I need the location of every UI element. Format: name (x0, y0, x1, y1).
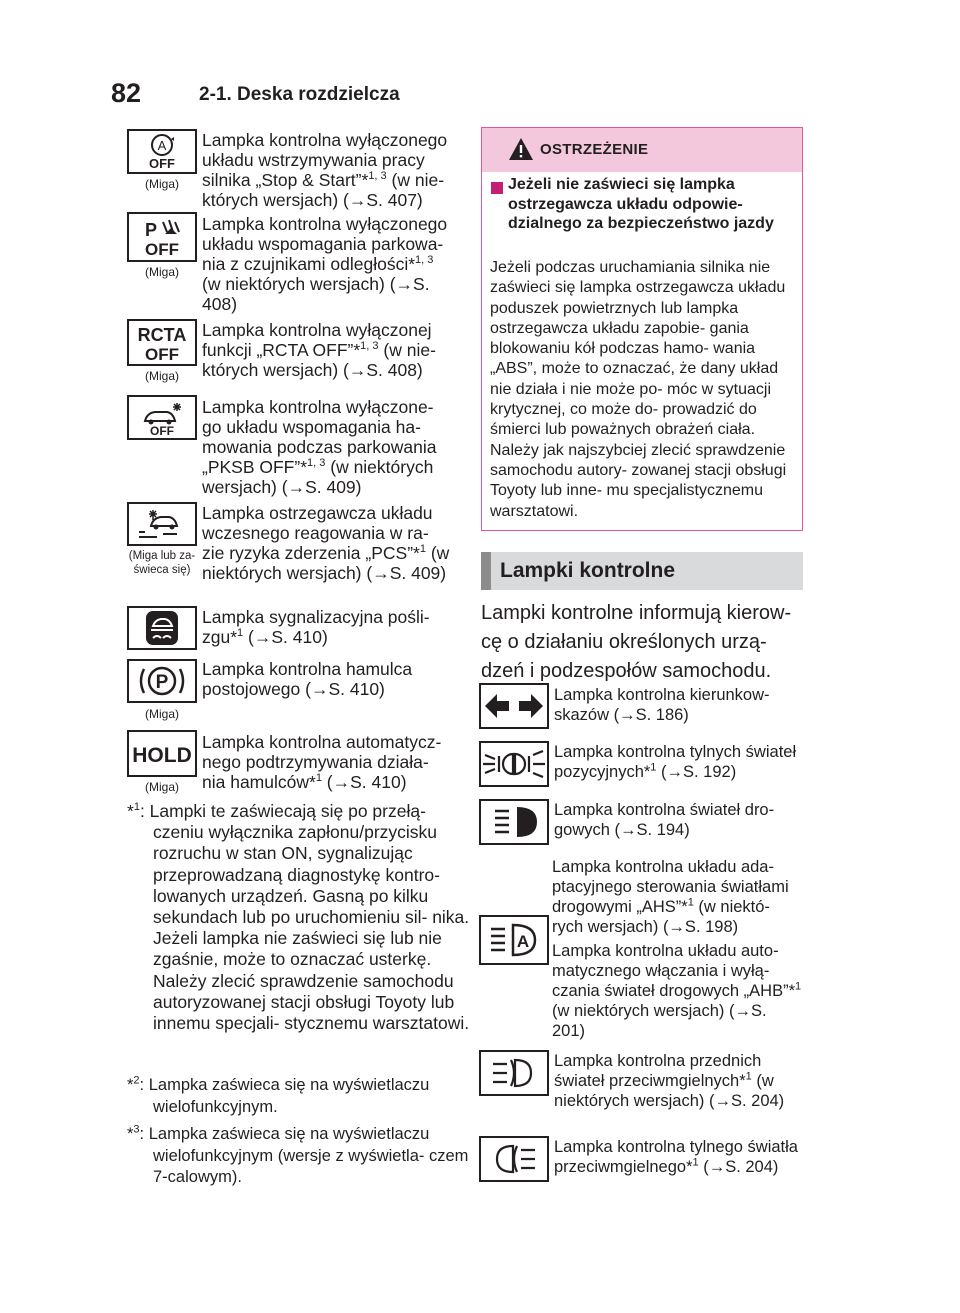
svg-text:P: P (155, 672, 169, 693)
warning-header (482, 128, 802, 172)
item-description: Lampka kontrolna wyłączone- go układu wspomagania ha- mowania podczas parkowania „PKSB OFF”*$^{1, 3}$ (w niektórych wersjach) (→S. 409) (202, 397, 437, 497)
svg-text:HOLD: HOLD (132, 744, 192, 767)
page-number: 82 (111, 78, 142, 108)
svg-text:OFF: OFF (149, 156, 175, 171)
intro-paragraph: Lampki kontrolne informują kierow- cę o działaniu określonych urzą- dzeń i podzespołów samochodu. (481, 602, 792, 682)
item-description: Lampka kontrolna kierunkow- skazów (→S. 186) (554, 686, 770, 724)
item-description: Lampka kontrolna układu auto- matycznego włączania i wyłą- czania świateł drogowych „AHB”*$^1$ (w niektórych wersjach) (→S. 201) (552, 942, 802, 1040)
icon-caption: (Miga) (144, 177, 179, 191)
item-description: Lampka kontrolna wyłączonej funkcji „RCTA OFF”*$^{1, 3}$ (w nie- których wersjach) (→S. 408) (202, 320, 436, 380)
auto-high-beam-icon (479, 915, 549, 965)
rear-fog-icon (479, 1136, 549, 1182)
high-beam-icon (479, 799, 549, 845)
section-header-mark (481, 552, 491, 590)
svg-text:OFF: OFF (145, 240, 179, 259)
item-description: Lampka kontrolna układu ada- ptacyjnego sterowania światłami drogowymi „AHS”*$^1$ (w niektó- rych wersjach) (→S. 198) (552, 858, 789, 936)
warning-triangle-icon (508, 137, 534, 161)
svg-text:RCTA: RCTA (137, 325, 187, 345)
parking-sensor-off-icon (127, 212, 197, 262)
footnote: *$^1$: Lampki te zaświecają się po przełą- czeniu wyłącznika zapłonu/przycisku rozruchu w stan ON, sygnalizując przeprowadzaną diagnostykę kontro- lowanych urządzeń. Gasną po kilku sekundach lub po uruchomieniu sil- nika. Jeżeli lampka nie zaświeci się lub nie zgaśnie, może to oznaczać usterkę. Należy zlecić sprawdzenie samochodu autoryzowanej stacji obsługi Toyoty lub innemu specjali- stycznemu warsztatowi. (127, 801, 470, 1034)
front-fog-icon (479, 1050, 549, 1096)
tail-light-icon (479, 741, 549, 787)
warning-body: Jeżeli podczas uruchamiania silnika nie zaświeci się lampka ostrzegawcza układu poduszek powietrznych lub lampka ostrzegawcza układu zapobie- gania blokowaniu kół podczas hamo- wania „ABS”, może to oznaczać, że dany układ nie działa i nie może po- móc w sytuacji krytycznej, co może do- prowadzić do śmierci lub poważnych obrażeń ciała. Należy jak najszybciej zlecić sprawdzenie samochodu autory- zowanej stacji obsługi Toyoty lub inne- mu specjalistycznemu warsztatowi. (490, 259, 787, 520)
svg-text:A: A (516, 932, 530, 951)
warning-box (481, 127, 803, 531)
warning-bullet (491, 182, 503, 194)
item-description: Lampka kontrolna wyłączonego układu wstrzymywania pracy silnika „Stop & Start”*$^{1, 3}$ (w nie- których wersjach) (→S. 407) (202, 130, 448, 210)
item-description: Lampka kontrolna tylnych świateł pozycyjnych*$^1$ (→S. 192) (554, 743, 797, 781)
footnote: *$^2$: Lampka zaświeca się na wyświetlaczu wielofunkcyjnym. (127, 1074, 430, 1116)
svg-text:A: A (157, 138, 167, 153)
svg-text:OFF: OFF (150, 424, 174, 438)
section-heading: Lampki kontrolne (500, 559, 676, 582)
item-description: Lampka kontrolna świateł dro- gowych (→S. 194) (554, 801, 775, 839)
rcta-off-icon (127, 319, 197, 366)
warning-title: OSTRZEŻENIE (540, 141, 649, 158)
svg-text:P: P (144, 220, 158, 240)
auto-stop-start-off-icon (127, 129, 197, 174)
pcs-warning-icon (127, 502, 197, 546)
item-description: Lampka kontrolna wyłączonego układu wspomagania parkowa- nia z czujnikami odległości*$^{1, 3}$ (w niektórych wersjach) (→S. 408) (202, 214, 448, 314)
item-description: Lampka kontrolna tylnego światła przeciwmgielnego*$^1$ (→S. 204) (554, 1138, 798, 1176)
parking-brake-icon (127, 659, 197, 703)
svg-text:OFF: OFF (145, 345, 179, 364)
footnote: *$^3$: Lampka zaświeca się na wyświetlaczu wielofunkcyjnym (wersje z wyświetla- czem 7-calowym). (127, 1123, 469, 1186)
turn-signal-icon (479, 683, 549, 729)
icon-caption: (Miga) (144, 780, 179, 794)
icon-caption: (Miga lub za- świeca się) (128, 550, 196, 576)
item-description: Lampka kontrolna przednich świateł przeciwmgielnych*$^1$ (w niektórych wersjach) (→S. 204) (554, 1052, 785, 1110)
warning-subtitle: Jeżeli nie zaświeci się lampka ostrzegawcza układu odpowie- dzialnego za bezpieczeństwo jazdy (508, 176, 774, 232)
icon-caption: (Miga) (144, 265, 179, 279)
item-description: Lampka sygnalizacyjna pośli- zgu*$^1$ (→S. 410) (202, 607, 430, 647)
section-title: 2-1. Deska rozdzielcza (199, 84, 400, 105)
item-description: Lampka kontrolna automatycz- nego podtrzymywania działa- nia hamulców*$^1$ (→S. 410) (202, 732, 442, 792)
pksb-off-icon (127, 395, 197, 440)
icon-caption: (Miga) (144, 369, 179, 383)
slip-indicator-icon (127, 606, 197, 650)
brake-hold-icon (127, 730, 197, 777)
icon-caption: (Miga) (144, 707, 179, 721)
item-description: Lampka ostrzegawcza układu wczesnego reagowania w ra- zie ryzyka zderzenia „PCS”*$^1$ (w niektórych wersjach) (→S. 409) (202, 503, 450, 583)
item-description: Lampka kontrolna hamulca postojowego (→S. 410) (202, 659, 413, 699)
